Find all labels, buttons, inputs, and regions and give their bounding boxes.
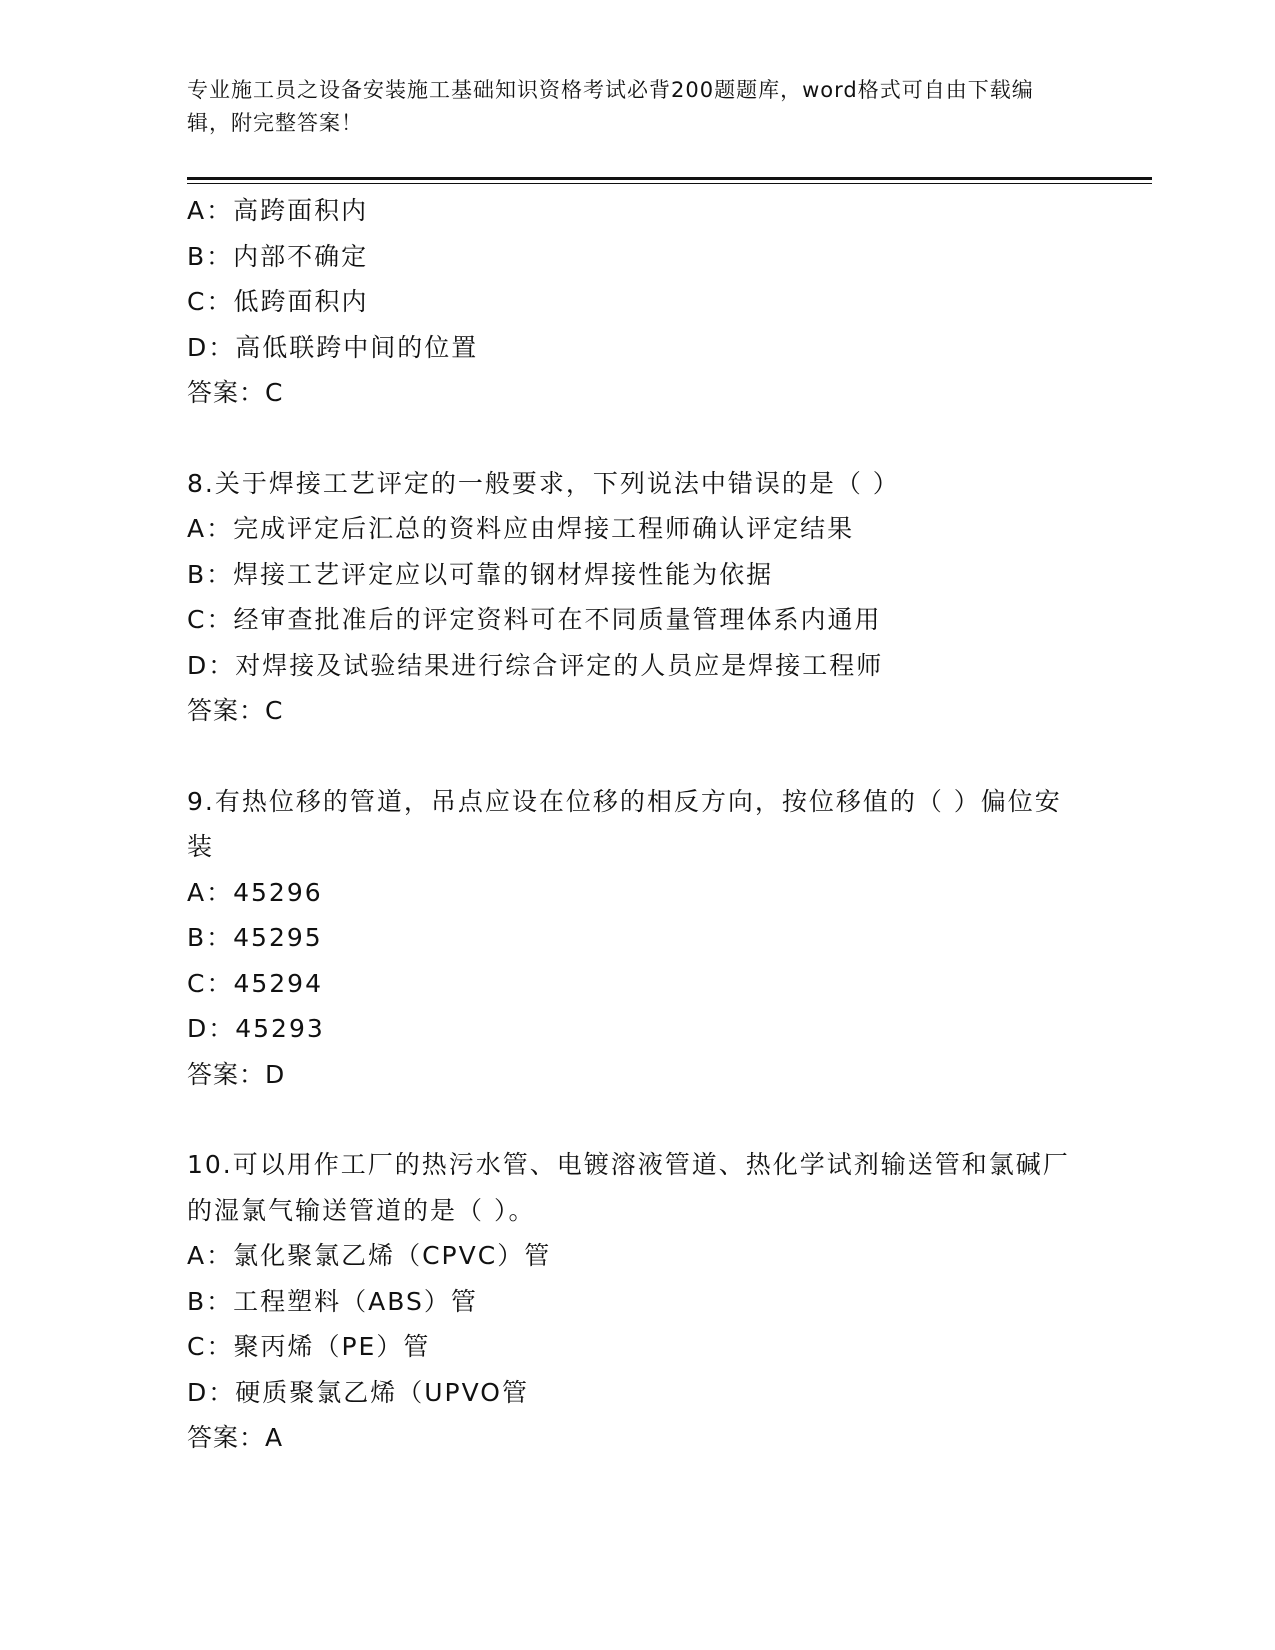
option-b: B：45295 — [187, 923, 323, 952]
question-text: 8.关于焊接工艺评定的一般要求，下列说法中错误的是（ ） — [187, 468, 900, 498]
option-c: C：经审查批准后的评定资料可在不同质量管理体系内通用 — [187, 605, 882, 634]
option-d: D：硬质聚氯乙烯（UPVO管 — [187, 1377, 529, 1407]
answer-line: 答案：A — [187, 1423, 284, 1452]
option-a: A：完成评定后汇总的资料应由焊接工程师确认评定结果 — [187, 514, 855, 543]
header-rule-thick — [187, 177, 1152, 180]
option-b: B：焊接工艺评定应以可靠的钢材焊接性能为依据 — [187, 559, 774, 589]
header-rule-thin — [187, 183, 1152, 184]
spacer — [187, 1097, 1087, 1142]
question-text: 9.有热位移的管道，吊点应设在位移的相反方向，按位移值的（ ）偏位安装 — [187, 786, 1062, 861]
question-block-7 — [187, 188, 1087, 416]
answer-line: 答案：C — [187, 696, 284, 725]
option-b: B：工程塑料（ABS）管 — [187, 1286, 478, 1316]
document-header: 专业施工员之设备安装施工基础知识资格考试必背200题题库，word格式可自由下载编辑，附完整答案！ — [187, 78, 1034, 135]
option-c: C：聚丙烯（PE）管 — [187, 1332, 431, 1361]
option-d: D：对焊接及试验结果进行综合评定的人员应是焊接工程师 — [187, 650, 884, 680]
spacer — [187, 734, 1087, 779]
option-a: A：45296 — [187, 877, 323, 907]
answer-line: 答案：D — [187, 1059, 286, 1089]
option-d: D：高低联跨中间的位置 — [187, 332, 479, 362]
option-b: B：内部不确定 — [187, 241, 369, 271]
question-text: 10.可以用作工厂的热污水管、电镀溶液管道、热化学试剂输送管和氯碱厂的湿氯气输送管道的是（ ）。 — [187, 1150, 1070, 1225]
question-list — [187, 188, 1087, 1461]
question-block-8 — [187, 461, 1087, 734]
question-block-10 — [187, 1142, 1087, 1461]
option-c: C：低跨面积内 — [187, 287, 369, 316]
option-c: C：45294 — [187, 968, 323, 998]
answer-line: 答案：C — [187, 378, 284, 407]
option-d: D：45293 — [187, 1014, 325, 1043]
question-block-9 — [187, 779, 1087, 1098]
option-a: A：高跨面积内 — [187, 196, 369, 225]
option-a: A：氯化聚氯乙烯（CPVC）管 — [187, 1241, 552, 1270]
spacer — [187, 416, 1087, 461]
